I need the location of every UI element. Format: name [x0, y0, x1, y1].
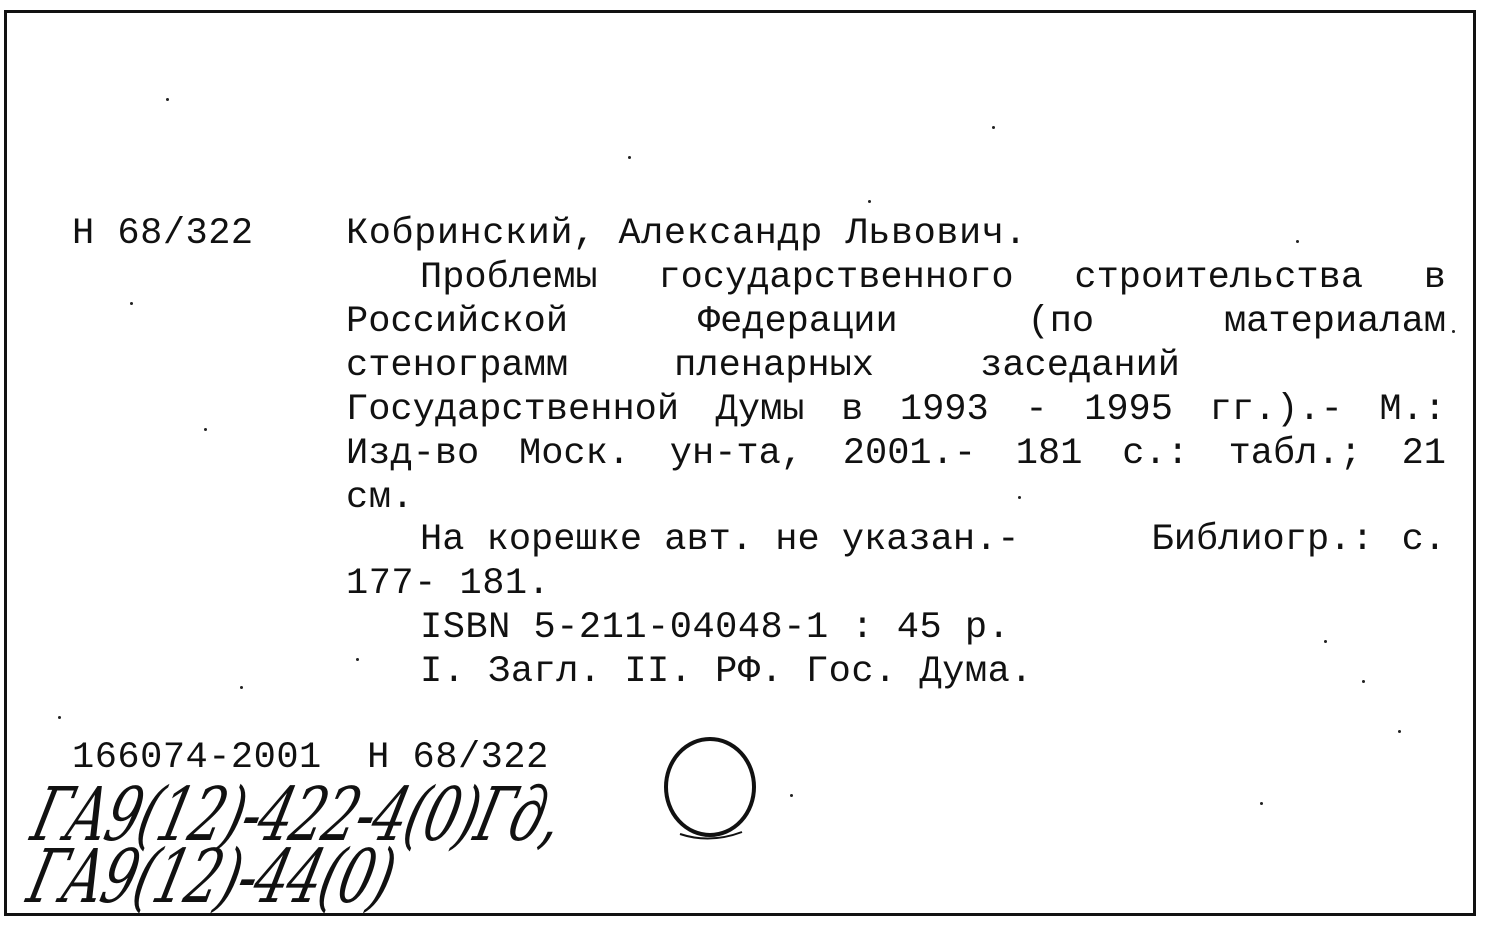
note-line-1 — [420, 520, 1446, 560]
title-line — [346, 390, 1446, 430]
shelf-mark: Н 68/322 — [72, 213, 254, 255]
title-word: Государственной — [346, 389, 680, 431]
title-line — [346, 434, 1446, 474]
title-word: М.: — [1379, 389, 1446, 431]
scan-speck — [790, 794, 793, 797]
title-word: в — [841, 389, 864, 431]
title-word: с.: — [1122, 433, 1189, 475]
title-word: 181 — [1015, 433, 1083, 475]
title-word: 21 — [1401, 433, 1446, 475]
scan-speck — [1018, 496, 1021, 499]
title-word: Проблемы — [420, 257, 598, 299]
scan-speck — [58, 716, 61, 719]
scan-speck — [240, 686, 243, 689]
title-line — [346, 302, 1446, 342]
title-word: государственного — [658, 257, 1014, 299]
title-word: Изд-во — [346, 433, 480, 475]
title-word: в — [1423, 257, 1446, 299]
scan-speck — [166, 98, 169, 101]
scan-speck — [1296, 240, 1299, 243]
title-word: заседаний — [980, 345, 1180, 387]
title-word: ун-та, — [669, 433, 804, 475]
title-word: пленарных — [674, 345, 875, 387]
scan-speck — [868, 200, 871, 203]
title-word: материалам — [1223, 301, 1446, 343]
title-word: - — [1025, 389, 1048, 431]
scan-speck — [356, 658, 359, 661]
title-word: Российской — [346, 301, 569, 343]
scan-speck — [1260, 802, 1263, 805]
title-last-line: см. — [346, 477, 415, 519]
author-heading: Кобринский, Александр Львович. — [346, 213, 1028, 255]
tracings: I. Загл. II. РФ. Гос. Дума. — [420, 651, 1033, 693]
title-word: Моск. — [519, 433, 631, 475]
isbn-price: ISBN 5-211-04048-1 : 45 р. — [420, 607, 1011, 649]
title-word: Федерации — [697, 301, 898, 343]
note-pages-abbr: с. — [1401, 519, 1446, 561]
handwritten-class-2: ГА9(12)-44(0) — [20, 834, 403, 920]
title-word: 1995 — [1084, 389, 1173, 431]
title-word: Думы — [715, 389, 805, 431]
title-word: гг.).- — [1209, 389, 1343, 431]
scan-speck — [992, 126, 995, 129]
scan-speck — [130, 302, 133, 305]
scan-speck — [1398, 730, 1401, 733]
title-word: стенограмм — [346, 345, 569, 387]
note-line-2: 177- 181. — [346, 563, 551, 605]
title-line — [420, 258, 1446, 298]
note-bibliography: Библиогр.: — [1151, 519, 1374, 561]
title-word: строительства — [1074, 257, 1364, 299]
scan-speck — [1452, 330, 1455, 333]
scan-speck — [204, 428, 207, 431]
title-word: (по — [1027, 301, 1095, 343]
scan-speck — [1362, 680, 1365, 683]
stamp-circle — [660, 734, 760, 840]
scan-speck — [1324, 640, 1327, 643]
handwritten-class-1: ГА9(12)-422-4(0)Гд, — [24, 772, 571, 858]
title-line — [346, 346, 1180, 386]
title-word: 1993 — [899, 389, 989, 431]
title-word: табл.; — [1228, 433, 1362, 475]
title-word: 2001.- — [842, 433, 977, 475]
scan-speck — [628, 156, 631, 159]
note-text: На корешке авт. не указан.- — [420, 519, 1020, 561]
accession-number: 166074-2001 Н 68/322 — [72, 737, 549, 779]
